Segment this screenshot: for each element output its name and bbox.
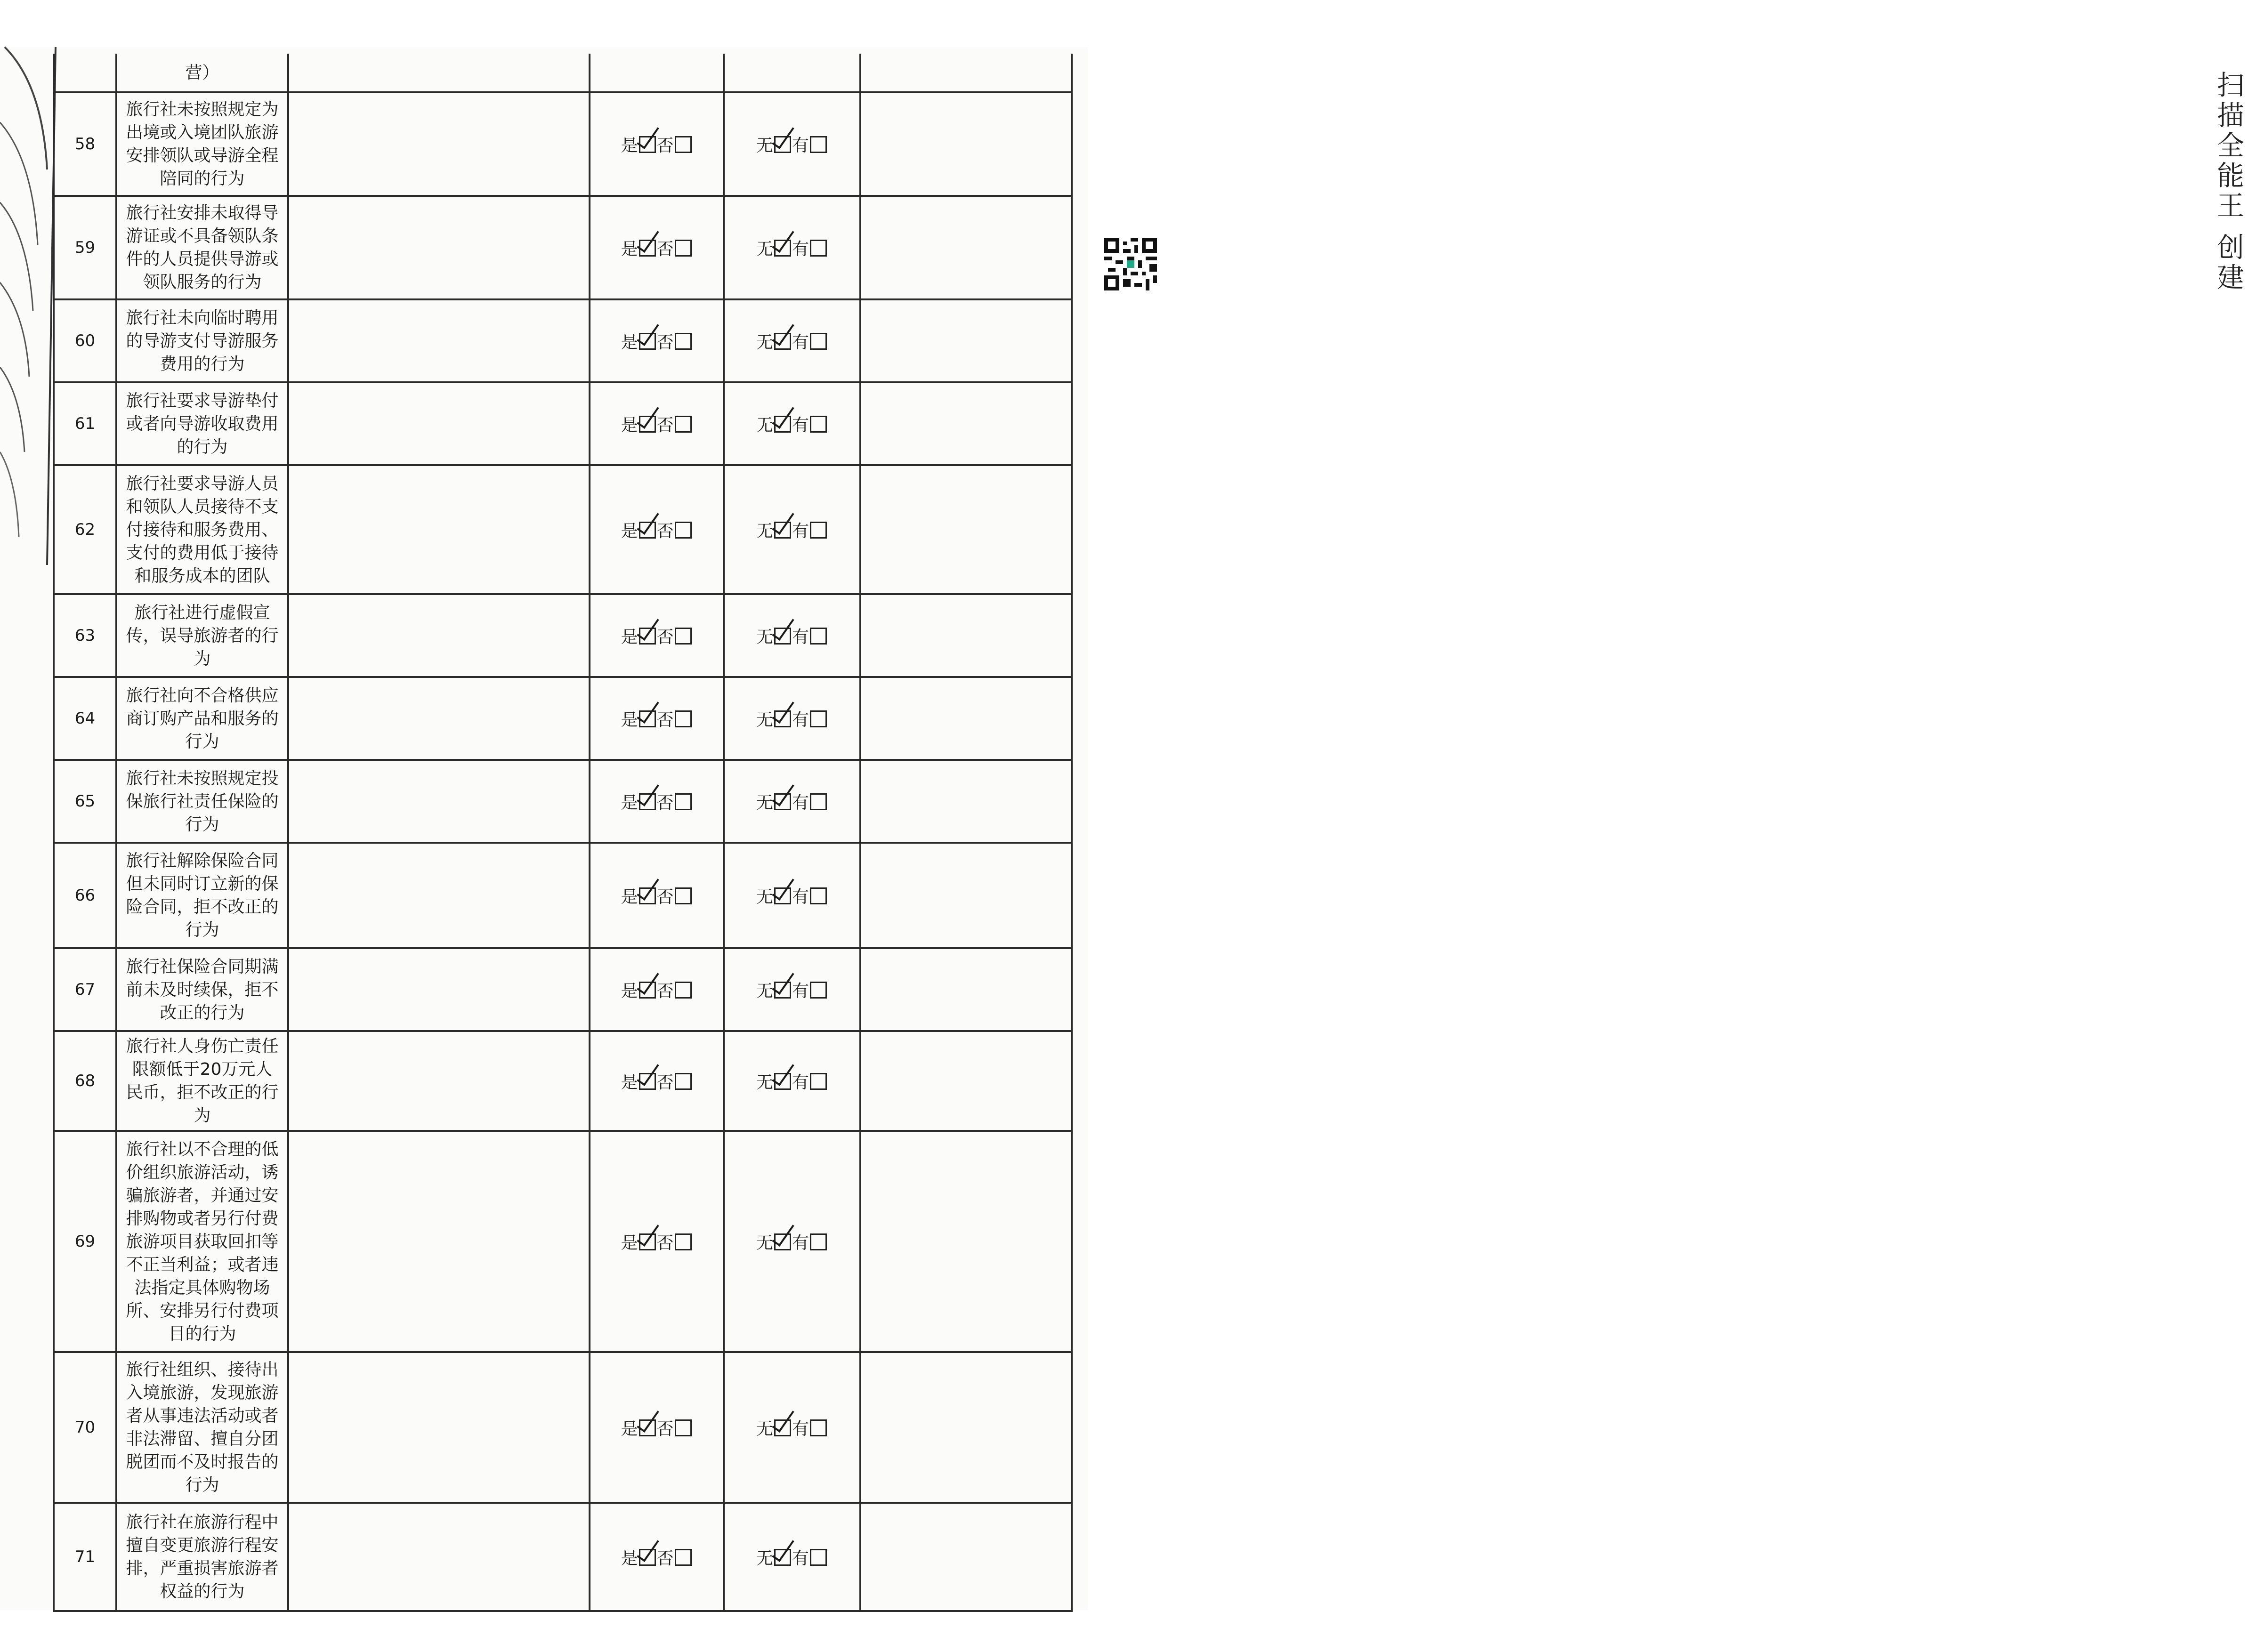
table-row: [54, 1131, 1072, 1352]
cell-yes-no: [590, 196, 724, 299]
empty-box-icon[interactable]: [675, 240, 692, 257]
checked-box-icon[interactable]: [774, 1549, 791, 1566]
choice-label: 无: [756, 1419, 773, 1439]
row-number: 63: [54, 594, 116, 677]
table-row: [54, 382, 1072, 465]
cell-yes-no: [590, 594, 724, 677]
row-number: 59: [54, 196, 116, 299]
choice-label: 无: [756, 793, 773, 813]
cell-none-have: [724, 594, 860, 677]
table-row-fragment: [54, 54, 1072, 92]
cell-none-have: [724, 1352, 860, 1503]
table-row: [54, 594, 1072, 677]
checked-box-icon[interactable]: [639, 333, 656, 350]
cell-none-have: [724, 465, 860, 594]
table-row: [54, 465, 1072, 594]
checked-box-icon[interactable]: [639, 887, 656, 904]
row-number: 71: [54, 1503, 116, 1611]
empty-box-icon[interactable]: [675, 333, 692, 350]
item-text: 旅行社未向临时聘用的导游支付导游服务费用的行为: [126, 308, 279, 374]
empty-box-icon[interactable]: [675, 710, 692, 727]
checked-box-icon[interactable]: [639, 522, 656, 539]
checked-box-icon[interactable]: [639, 1073, 656, 1090]
cell-note[interactable]: [860, 1131, 1072, 1352]
checked-box-icon[interactable]: [639, 136, 656, 153]
cell-none-have: [724, 760, 860, 843]
choice-label: 有: [792, 1072, 809, 1092]
choice-label: 否: [656, 1233, 674, 1253]
empty-box-icon[interactable]: [675, 887, 692, 904]
table-row: [54, 299, 1072, 382]
checked-box-icon[interactable]: [774, 1233, 791, 1250]
choice-label: 否: [656, 332, 674, 352]
cell-item: [116, 1352, 288, 1503]
empty-box-icon[interactable]: [675, 522, 692, 539]
cell-note[interactable]: [860, 1503, 1072, 1611]
item-text: 旅行社安排未取得导游证或不具备领队条件的人员提供导游或领队服务的行为: [126, 203, 279, 292]
table-row: [54, 92, 1072, 196]
checked-box-icon[interactable]: [774, 416, 791, 433]
choice-label: 是: [621, 981, 638, 1001]
row-number: 58: [54, 92, 116, 196]
cell-yes-no: [590, 92, 724, 196]
choice-label: 有: [792, 1419, 809, 1439]
row-number: 62: [54, 465, 116, 594]
item-text: 旅行社以不合理的低价组织旅游活动，诱骗旅游者，并通过安排购物或者另行付费旅游项目获取回扣等不正当利益；或者违法指定具体购物场所、安排另行付费项目的行为: [126, 1139, 279, 1344]
table-row: [54, 760, 1072, 843]
cell-blank: [288, 54, 590, 92]
cell-note[interactable]: [860, 1031, 1072, 1131]
choice-label: 否: [656, 887, 674, 907]
cell-note[interactable]: [860, 677, 1072, 760]
choice-label: 有: [792, 239, 809, 259]
table-row: [54, 948, 1072, 1031]
cell-item: [116, 299, 288, 382]
choice-label: 否: [656, 239, 674, 259]
empty-box-icon[interactable]: [810, 793, 827, 810]
cell-none-have: [724, 54, 860, 92]
empty-box-icon[interactable]: [675, 1419, 692, 1436]
empty-box-icon[interactable]: [810, 628, 827, 645]
item-text: 营）: [185, 63, 219, 82]
choice-label: 无: [756, 239, 773, 259]
cell-blank[interactable]: [288, 948, 590, 1031]
choice-label: 有: [792, 521, 809, 541]
cell-blank[interactable]: [288, 92, 590, 196]
cell-note[interactable]: [860, 948, 1072, 1031]
choice-label: 是: [621, 332, 638, 352]
choice-label: 否: [656, 793, 674, 813]
cell-yes-no: [590, 299, 724, 382]
choice-label: 是: [621, 1419, 638, 1439]
checked-box-icon[interactable]: [774, 240, 791, 257]
cell-blank[interactable]: [288, 760, 590, 843]
cell-blank[interactable]: [288, 196, 590, 299]
choice-label: 有: [792, 136, 809, 155]
cell-blank[interactable]: [288, 1031, 590, 1131]
cell-note[interactable]: [860, 92, 1072, 196]
item-text: 旅行社解除保险合同但未同时订立新的保险合同，拒不改正的行为: [126, 851, 279, 940]
choice-label: 有: [792, 627, 809, 647]
choice-label: 无: [756, 1072, 773, 1092]
cell-item: [116, 54, 288, 92]
table-row: [54, 843, 1072, 948]
cell-yes-no: [590, 1352, 724, 1503]
cell-note[interactable]: [860, 843, 1072, 948]
checked-box-icon[interactable]: [774, 1419, 791, 1436]
choice-label: 否: [656, 521, 674, 541]
empty-box-icon[interactable]: [810, 416, 827, 433]
item-text: 旅行社在旅游行程中擅自变更旅游行程安排，严重损害旅游者权益的行为: [126, 1513, 279, 1601]
empty-box-icon[interactable]: [675, 1549, 692, 1566]
cell-blank[interactable]: [288, 594, 590, 677]
choice-label: 有: [792, 332, 809, 352]
choice-label: 是: [621, 415, 638, 435]
cell-item: [116, 843, 288, 948]
empty-box-icon[interactable]: [810, 1073, 827, 1090]
choice-label: 是: [621, 521, 638, 541]
cell-note[interactable]: [860, 1352, 1072, 1503]
choice-label: 有: [792, 1233, 809, 1253]
cell-none-have: [724, 196, 860, 299]
empty-box-icon[interactable]: [810, 710, 827, 727]
checked-box-icon[interactable]: [774, 1073, 791, 1090]
cell-item: [116, 382, 288, 465]
cell-none-have: [724, 948, 860, 1031]
empty-box-icon[interactable]: [810, 1233, 827, 1250]
row-number: 70: [54, 1352, 116, 1503]
cell-blank[interactable]: [288, 677, 590, 760]
choice-label: 无: [756, 1548, 773, 1568]
empty-box-icon[interactable]: [675, 416, 692, 433]
choice-label: 否: [656, 1548, 674, 1568]
cell-blank[interactable]: [288, 465, 590, 594]
choice-label: 有: [792, 1548, 809, 1568]
cell-blank[interactable]: [288, 1503, 590, 1611]
cell-none-have: [724, 1031, 860, 1131]
cell-note[interactable]: [860, 196, 1072, 299]
choice-label: 无: [756, 981, 773, 1001]
choice-label: 无: [756, 710, 773, 730]
cell-item: [116, 465, 288, 594]
cell-yes-no: [590, 1031, 724, 1131]
empty-box-icon[interactable]: [810, 136, 827, 153]
row-number: 69: [54, 1131, 116, 1352]
checked-box-icon[interactable]: [639, 628, 656, 645]
checked-box-icon[interactable]: [639, 982, 656, 999]
choice-label: 有: [792, 793, 809, 813]
table-row: [54, 1352, 1072, 1503]
row-number: 67: [54, 948, 116, 1031]
cell-note[interactable]: [860, 760, 1072, 843]
checked-box-icon[interactable]: [639, 1549, 656, 1566]
choice-label: 是: [621, 1548, 638, 1568]
choice-label: 无: [756, 415, 773, 435]
checked-box-icon[interactable]: [774, 982, 791, 999]
checked-box-icon[interactable]: [774, 710, 791, 727]
item-text: 旅行社未按照规定投保旅行社责任保险的行为: [126, 768, 279, 834]
table-row: [54, 1031, 1072, 1131]
table-row: [54, 677, 1072, 760]
cell-none-have: [724, 299, 860, 382]
cell-no: [54, 54, 116, 92]
cell-yes-no: [590, 760, 724, 843]
cell-note[interactable]: [860, 382, 1072, 465]
empty-box-icon[interactable]: [675, 1233, 692, 1250]
choice-label: 有: [792, 710, 809, 730]
choice-label: 是: [621, 239, 638, 259]
qr-code-icon: [1104, 238, 1157, 290]
choice-label: 是: [621, 1233, 638, 1253]
table-row: [54, 196, 1072, 299]
empty-box-icon[interactable]: [810, 333, 827, 350]
checked-box-icon[interactable]: [774, 887, 791, 904]
cell-item: [116, 594, 288, 677]
cell-yes-no: [590, 677, 724, 760]
cell-blank[interactable]: [288, 843, 590, 948]
choice-label: 是: [621, 887, 638, 907]
cell-none-have: [724, 382, 860, 465]
cell-blank[interactable]: [288, 299, 590, 382]
checked-box-icon[interactable]: [639, 710, 656, 727]
choice-label: 否: [656, 1419, 674, 1439]
cell-yes-no: [590, 948, 724, 1031]
item-text: 旅行社人身伤亡责任限额低于20万元人民币，拒不改正的行为: [126, 1037, 279, 1125]
cell-item: [116, 92, 288, 196]
cell-blank[interactable]: [288, 382, 590, 465]
cell-item: [116, 1031, 288, 1131]
checked-box-icon[interactable]: [774, 793, 791, 810]
cell-item: [116, 196, 288, 299]
cell-blank[interactable]: [288, 1352, 590, 1503]
row-number: 68: [54, 1031, 116, 1131]
checked-box-icon[interactable]: [774, 522, 791, 539]
empty-box-icon[interactable]: [675, 793, 692, 810]
checked-box-icon[interactable]: [639, 1233, 656, 1250]
empty-box-icon[interactable]: [675, 982, 692, 999]
cell-yes-no: [590, 843, 724, 948]
choice-label: 是: [621, 793, 638, 813]
checked-box-icon[interactable]: [774, 628, 791, 645]
row-number: 64: [54, 677, 116, 760]
cell-item: [116, 948, 288, 1031]
empty-box-icon[interactable]: [810, 887, 827, 904]
empty-box-icon[interactable]: [810, 240, 827, 257]
table-row: [54, 1503, 1072, 1611]
empty-box-icon[interactable]: [810, 982, 827, 999]
item-text: 旅行社保险合同期满前未及时续保，拒不改正的行为: [126, 957, 279, 1023]
cell-yes-no: [590, 465, 724, 594]
row-number: 66: [54, 843, 116, 948]
choice-label: 无: [756, 887, 773, 907]
cell-item: [116, 760, 288, 843]
empty-box-icon[interactable]: [810, 522, 827, 539]
cell-yes-no: [590, 54, 724, 92]
choice-label: 是: [621, 627, 638, 647]
choice-label: 否: [656, 415, 674, 435]
cell-yes-no: [590, 1131, 724, 1352]
checked-box-icon[interactable]: [639, 793, 656, 810]
choice-label: 无: [756, 1233, 773, 1253]
cell-item: [116, 1503, 288, 1611]
cell-item: [116, 1131, 288, 1352]
cell-note[interactable]: [860, 594, 1072, 677]
inspection-form-table: [53, 54, 1073, 1612]
cell-none-have: [724, 92, 860, 196]
cell-none-have: [724, 1131, 860, 1352]
choice-label: 否: [656, 136, 674, 155]
empty-box-icon[interactable]: [675, 1073, 692, 1090]
checked-box-icon[interactable]: [639, 1419, 656, 1436]
empty-box-icon[interactable]: [810, 1419, 827, 1436]
cell-note: [860, 54, 1072, 92]
item-text: 旅行社进行虚假宣传，误导旅游者的行为: [126, 603, 279, 669]
item-text: 旅行社要求导游垫付或者向导游收取费用的行为: [126, 391, 279, 457]
choice-label: 无: [756, 136, 773, 155]
checked-box-icon[interactable]: [774, 333, 791, 350]
cell-blank[interactable]: [288, 1131, 590, 1352]
item-text: 旅行社组织、接待出入境旅游，发现旅游者从事违法活动或者非法滞留、擅自分团脱团而不及时报告的行为: [126, 1360, 279, 1495]
watermark-text: 扫描全能王 创建: [2212, 71, 2244, 293]
choice-label: 是: [621, 136, 638, 155]
checked-box-icon[interactable]: [639, 240, 656, 257]
choice-label: 有: [792, 887, 809, 907]
item-text: 旅行社向不合格供应商订购产品和服务的行为: [126, 685, 279, 751]
checked-box-icon[interactable]: [639, 416, 656, 433]
item-text: 旅行社未按照规定为出境或入境团队旅游安排领队或导游全程陪同的行为: [126, 100, 279, 188]
choice-label: 无: [756, 332, 773, 352]
choice-label: 否: [656, 981, 674, 1001]
choice-label: 否: [656, 1072, 674, 1092]
empty-box-icon[interactable]: [810, 1549, 827, 1566]
cell-none-have: [724, 843, 860, 948]
choice-label: 有: [792, 415, 809, 435]
choice-label: 是: [621, 1072, 638, 1092]
choice-label: 无: [756, 627, 773, 647]
row-number: 60: [54, 299, 116, 382]
cell-note[interactable]: [860, 465, 1072, 594]
choice-label: 否: [656, 710, 674, 730]
choice-label: 有: [792, 981, 809, 1001]
cell-item: [116, 677, 288, 760]
cell-none-have: [724, 1503, 860, 1611]
row-number: 61: [54, 382, 116, 465]
choice-label: 否: [656, 627, 674, 647]
cell-yes-no: [590, 382, 724, 465]
empty-box-icon[interactable]: [675, 628, 692, 645]
cell-note[interactable]: [860, 299, 1072, 382]
choice-label: 无: [756, 521, 773, 541]
table-body: [54, 54, 1072, 1611]
item-text: 旅行社要求导游人员和领队人员接待不支付接待和服务费用、支付的费用低于接待和服务成本的团队: [126, 474, 279, 586]
choice-label: 是: [621, 710, 638, 730]
checked-box-icon[interactable]: [774, 136, 791, 153]
cell-yes-no: [590, 1503, 724, 1611]
row-number: 65: [54, 760, 116, 843]
cell-none-have: [724, 677, 860, 760]
empty-box-icon[interactable]: [675, 136, 692, 153]
